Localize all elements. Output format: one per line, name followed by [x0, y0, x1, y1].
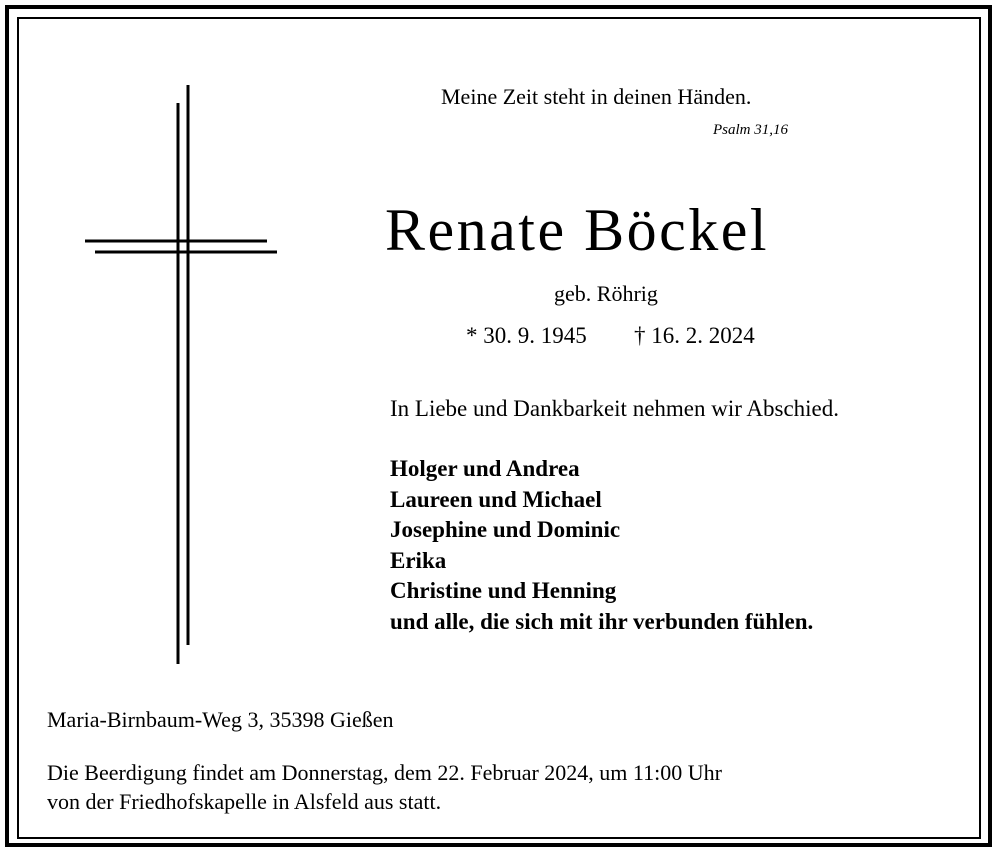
maiden-name: geb. Röhrig	[554, 281, 658, 306]
mourner: und alle, die sich mit ihr verbunden fühlen.	[390, 608, 814, 634]
mourners-list	[390, 454, 813, 637]
farewell-text: In Liebe und Dankbarkeit nehmen wir Abschied.	[390, 396, 840, 421]
mourner: Josephine und Dominic	[390, 517, 621, 542]
death-date: † 16. 2. 2024	[634, 323, 755, 348]
address: Maria-Birnbaum-Weg 3, 35398 Gießen	[47, 707, 394, 732]
bible-reference: Psalm 31,16	[713, 122, 788, 138]
mourner: Laureen und Michael	[390, 486, 602, 512]
funeral-notice	[47, 758, 722, 816]
bible-quote: Meine Zeit steht in deinen Händen.	[441, 84, 752, 109]
mourner: Holger und Andrea	[390, 456, 580, 481]
funeral-line: Die Beerdigung findet am Donnerstag, dem 22. Februar 2024, um 11:00 Uhr	[47, 760, 722, 785]
funeral-line: von der Friedhofskapelle in Alsfeld aus statt.	[47, 789, 442, 814]
cross-icon	[0, 0, 300, 680]
birth-date: * 30. 9. 1945	[466, 323, 587, 348]
deceased-name: Renate Böckel	[385, 197, 770, 263]
mourner: Erika	[390, 547, 447, 573]
mourner: Christine und Henning	[390, 578, 617, 603]
